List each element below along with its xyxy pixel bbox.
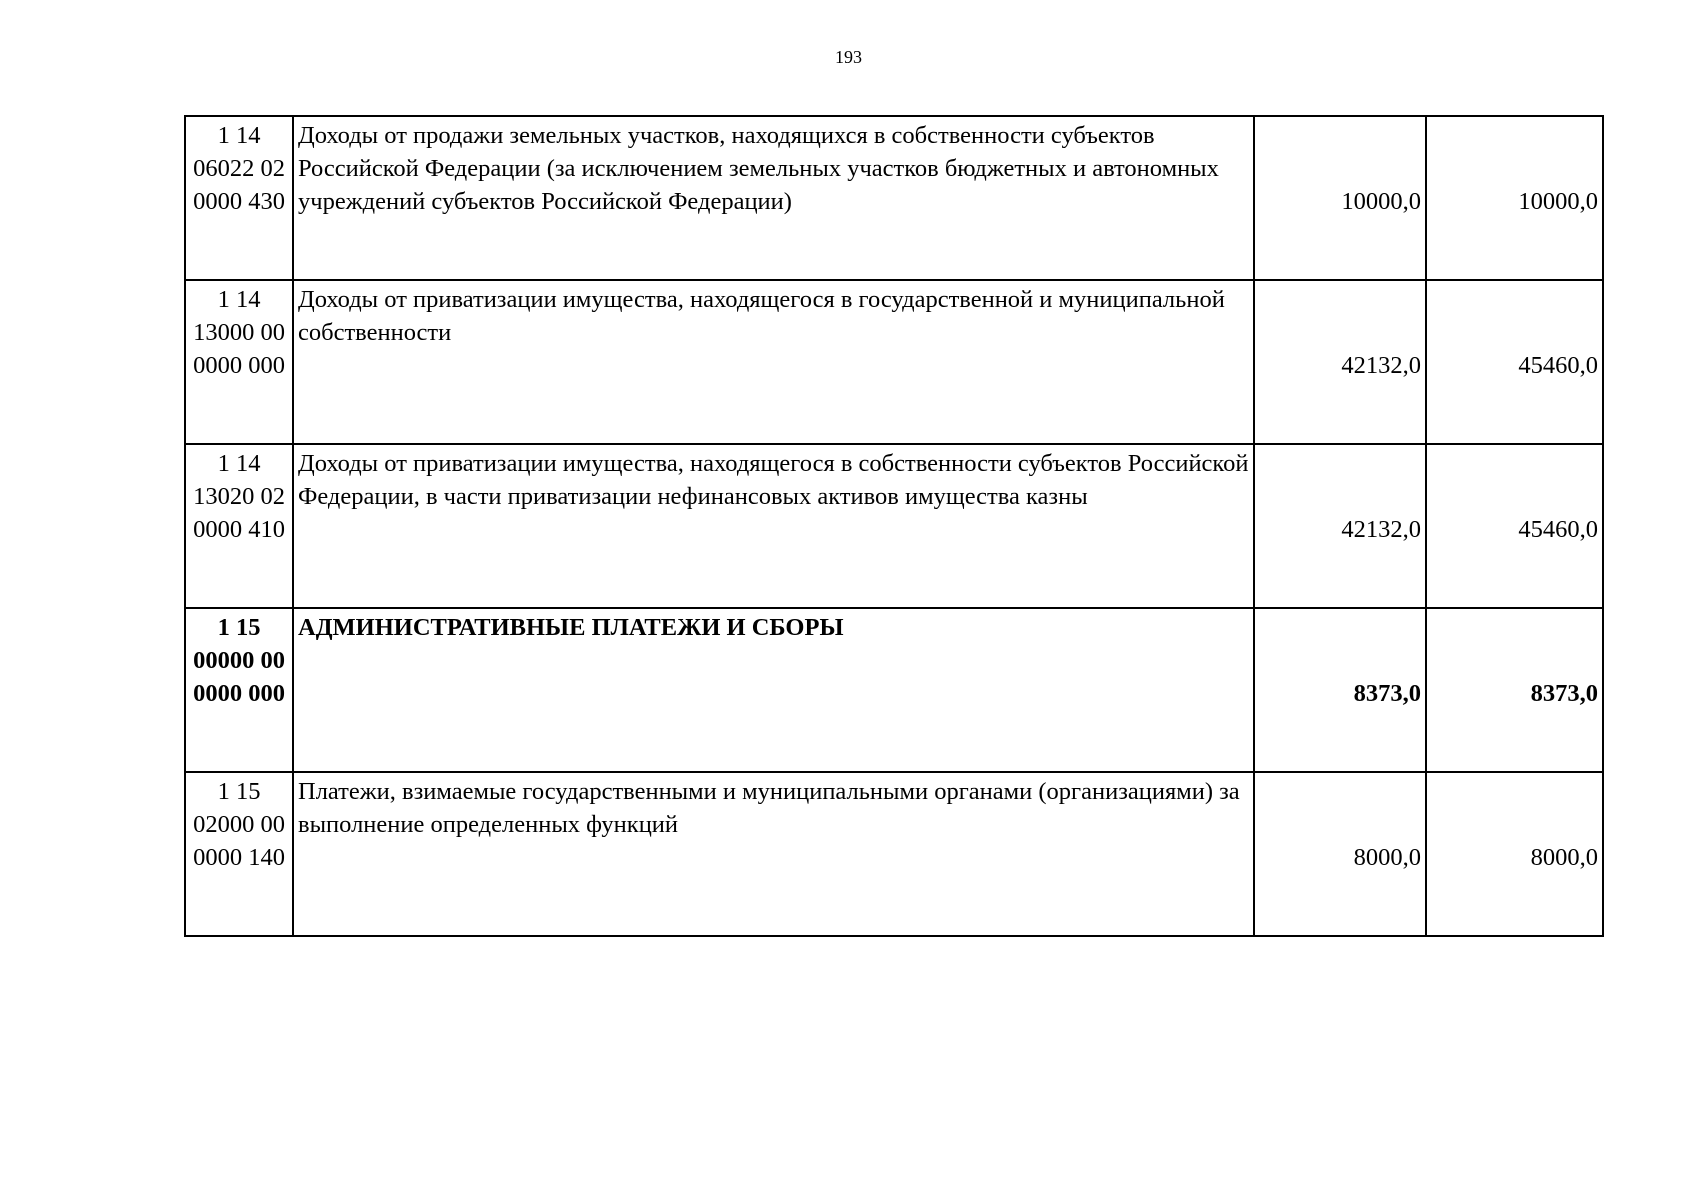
budget-code-cell: 1 14 13020 02 0000 410 — [185, 444, 293, 608]
revenue-table — [184, 115, 1604, 937]
amount-cell-1: 10000,0 — [1254, 116, 1426, 280]
page-number: 193 — [835, 47, 862, 67]
table-row — [185, 280, 1603, 444]
amount-cell-1: 42132,0 — [1254, 444, 1426, 608]
budget-code-cell: 1 15 02000 00 0000 140 — [185, 772, 293, 936]
table-row — [185, 116, 1603, 280]
amount-cell-2: 45460,0 — [1426, 280, 1603, 444]
revenue-name-cell: Доходы от приватизации имущества, находящегося в государственной и муниципальной собственности — [293, 280, 1254, 444]
amount-cell-2: 8373,0 — [1426, 608, 1603, 772]
table-row — [185, 772, 1603, 936]
revenue-name-cell: Платежи, взимаемые государственными и муниципальными органами (организациями) за выполнение определенных функций — [293, 772, 1254, 936]
budget-code-cell: 1 15 00000 00 0000 000 — [185, 608, 293, 772]
amount-cell-1: 42132,0 — [1254, 280, 1426, 444]
table-row — [185, 444, 1603, 608]
amount-cell-2: 45460,0 — [1426, 444, 1603, 608]
amount-cell-2: 10000,0 — [1426, 116, 1603, 280]
budget-code-cell: 1 14 06022 02 0000 430 — [185, 116, 293, 280]
budget-code-cell: 1 14 13000 00 0000 000 — [185, 280, 293, 444]
revenue-name-cell: Доходы от продажи земельных участков, находящихся в собственности субъектов Российской Федерации (за исключением земельных участков бюджетных и автономных учреждений субъектов Российской Федерации) — [293, 116, 1254, 280]
table-row — [185, 608, 1603, 772]
amount-cell-1: 8373,0 — [1254, 608, 1426, 772]
amount-cell-1: 8000,0 — [1254, 772, 1426, 936]
revenue-name-cell: АДМИНИСТРАТИВНЫЕ ПЛАТЕЖИ И СБОРЫ — [293, 608, 1254, 772]
revenue-name-cell: Доходы от приватизации имущества, находящегося в собственности субъектов Российской Федерации, в части приватизации нефинансовых активов имущества казны — [293, 444, 1254, 608]
amount-cell-2: 8000,0 — [1426, 772, 1603, 936]
